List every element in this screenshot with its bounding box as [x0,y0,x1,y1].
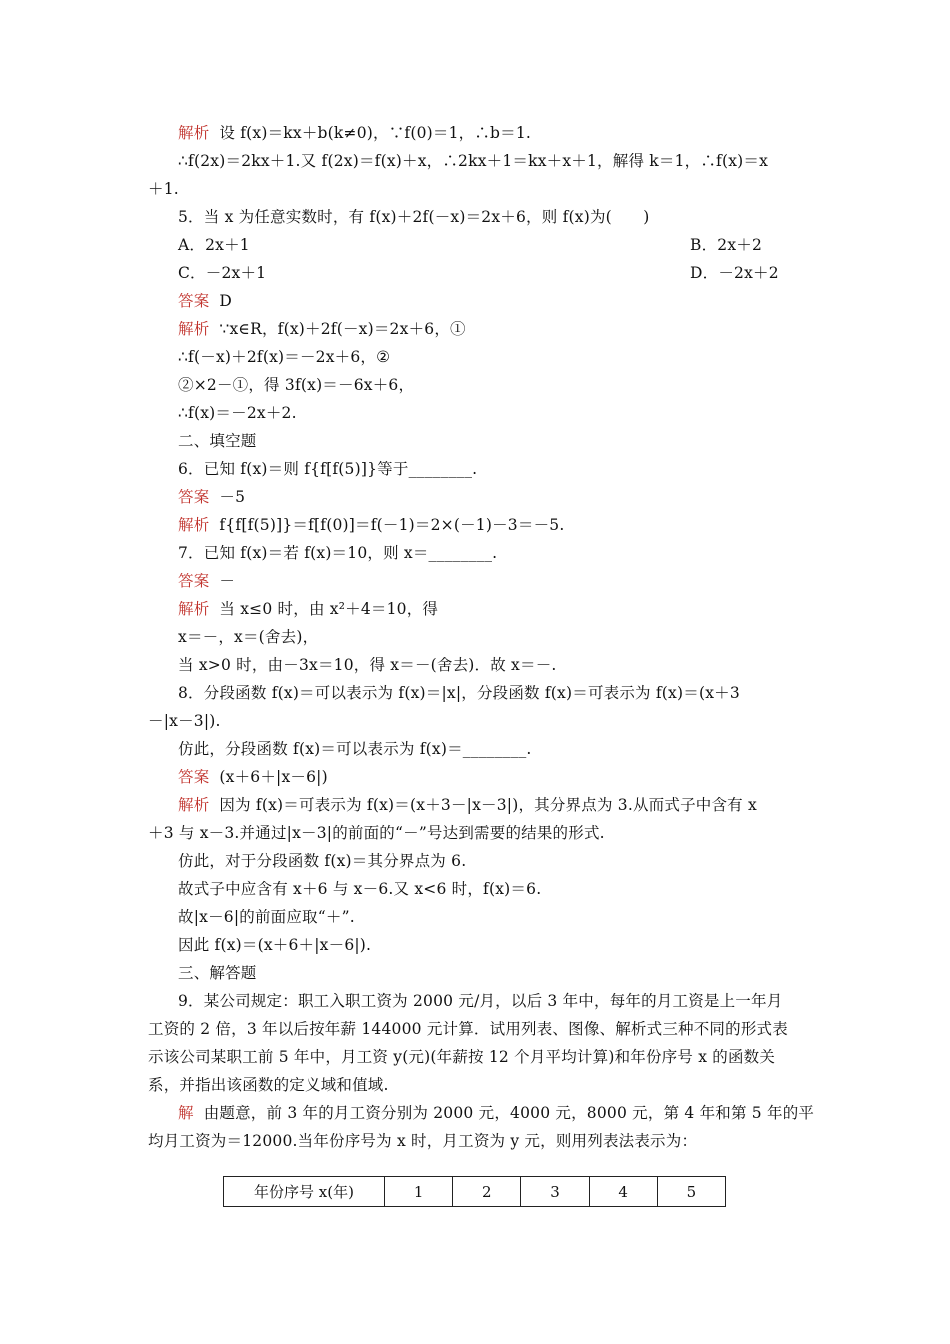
section-heading: 二、填空题 [178,432,257,450]
question-9: 9．某公司规定：职工入职工资为 2000 元/月，以后 3 年中，每年的月工资是上一年月 [178,992,783,1010]
section-heading: 三、解答题 [178,964,257,982]
option-a: A．2x＋1 [178,236,250,254]
text-line: 故|x－6|的前面应取“＋”. [178,908,355,926]
text-line: 当 x>0 时，由－3x＝10，得 x＝－(舍去)．故 x＝－. [178,656,557,674]
option-d: D．－2x＋2 [690,264,779,282]
analysis-tag: 解析 [178,600,210,618]
table-cell: 2 [453,1177,521,1207]
analysis-tag: 解析 [178,516,210,534]
analysis-line: 解析 f{f[f(5)]}＝f[f(0)]＝f(－1)＝2×(－1)－3＝－5. [178,516,565,534]
options-row [178,235,763,255]
text-line: ＋3 与 x－3.并通过|x－3|的前面的“－”号达到需要的结果的形式. [148,824,605,842]
solution-tag: 解 [178,1104,194,1122]
answer-line: 答案 －5 [178,488,246,506]
text-line: 示该公司某职工前 5 年中，月工资 y(元)(年薪按 12 个月平均计算)和年份序号 x 的函数关 [148,1048,776,1066]
answer-line: 答案 (x＋6＋|x－6|) [178,768,328,786]
analysis-line: 解析 ∵x∈R，f(x)＋2f(－x)＝2x＋6，① [178,320,466,338]
table-cell: 4 [589,1177,657,1207]
solution-line: 解 由题意，前 3 年的月工资分别为 2000 元，4000 元，8000 元，第 4 年和第 5 年的平 [178,1104,815,1122]
analysis-tag: 解析 [178,124,210,142]
text-line: 均月工资为＝12000.当年份序号为 x 时，月工资为 y 元，则用列表法表示为： [148,1132,698,1150]
answer-tag: 答案 [178,292,210,310]
text-line: ②×2－①，得 3f(x)＝－6x＋6， [178,376,415,394]
options-row [178,263,779,283]
text-line: x＝－，x＝(舍去)， [178,628,319,646]
answer-line: 答案 D [178,292,233,310]
table-cell: 1 [385,1177,453,1207]
text-line: ＋1. [148,180,179,198]
question-8: 8．分段函数 f(x)＝可以表示为 f(x)＝|x|，分段函数 f(x)＝可表示为 f(x)＝(x＋3 [178,684,740,702]
text-line: 因此 f(x)＝(x＋6＋|x－6|). [178,936,372,954]
year-table [223,1176,726,1207]
option-b: B．2x＋2 [690,236,763,254]
text-line: 仿此，分段函数 f(x)＝可以表示为 f(x)＝________. [178,740,532,758]
text-line: 故式子中应含有 x＋6 与 x－6.又 x<6 时，f(x)＝6. [178,880,542,898]
question-5: 5．当 x 为任意实数时，有 f(x)＋2f(－x)＝2x＋6，则 f(x)为( ) [178,208,650,226]
question-6: 6．已知 f(x)＝则 f{f[f(5)]}等于________. [178,460,478,478]
table-cell: 5 [657,1177,725,1207]
analysis-line: 解析 当 x≤0 时，由 x²＋4＝10，得 [178,600,439,618]
text-line: 工资的 2 倍，3 年以后按年薪 144000 元计算．试用列表、图像、解析式三种不同的形式表 [148,1020,788,1038]
analysis-tag: 解析 [178,320,210,338]
table-cell: 3 [521,1177,589,1207]
text-line: 系，并指出该函数的定义域和值域. [148,1076,389,1094]
text-line: ∴f(－x)＋2f(x)＝－2x＋6，② [178,348,391,366]
answer-tag: 答案 [178,572,210,590]
text-line: 仿此，对于分段函数 f(x)＝其分界点为 6. [178,852,467,870]
answer-tag: 答案 [178,488,210,506]
analysis-tag: 解析 [178,796,210,814]
text-line: －|x－3|). [148,712,221,730]
table-header-cell: 年份序号 x(年) [224,1177,385,1207]
text-line: ∴f(x)＝－2x＋2. [178,404,297,422]
option-c: C．－2x＋1 [178,264,267,282]
question-7: 7．已知 f(x)＝若 f(x)＝10，则 x＝________. [178,544,498,562]
table-row [224,1177,726,1207]
text-line: ∴f(2x)＝2kx＋1.又 f(2x)＝f(x)＋x，∴2kx＋1＝kx＋x＋1，解得 k＝1，∴f(x)＝x [178,152,769,170]
analysis-line: 解析 设 f(x)＝kx＋b(k≠0)，∵f(0)＝1，∴b＝1. [178,124,532,142]
answer-tag: 答案 [178,768,210,786]
answer-line: 答案 － [178,572,236,590]
analysis-line: 解析 因为 f(x)＝可表示为 f(x)＝(x＋3－|x－3|)，其分界点为 3.从而式子中含有 x [178,796,757,814]
